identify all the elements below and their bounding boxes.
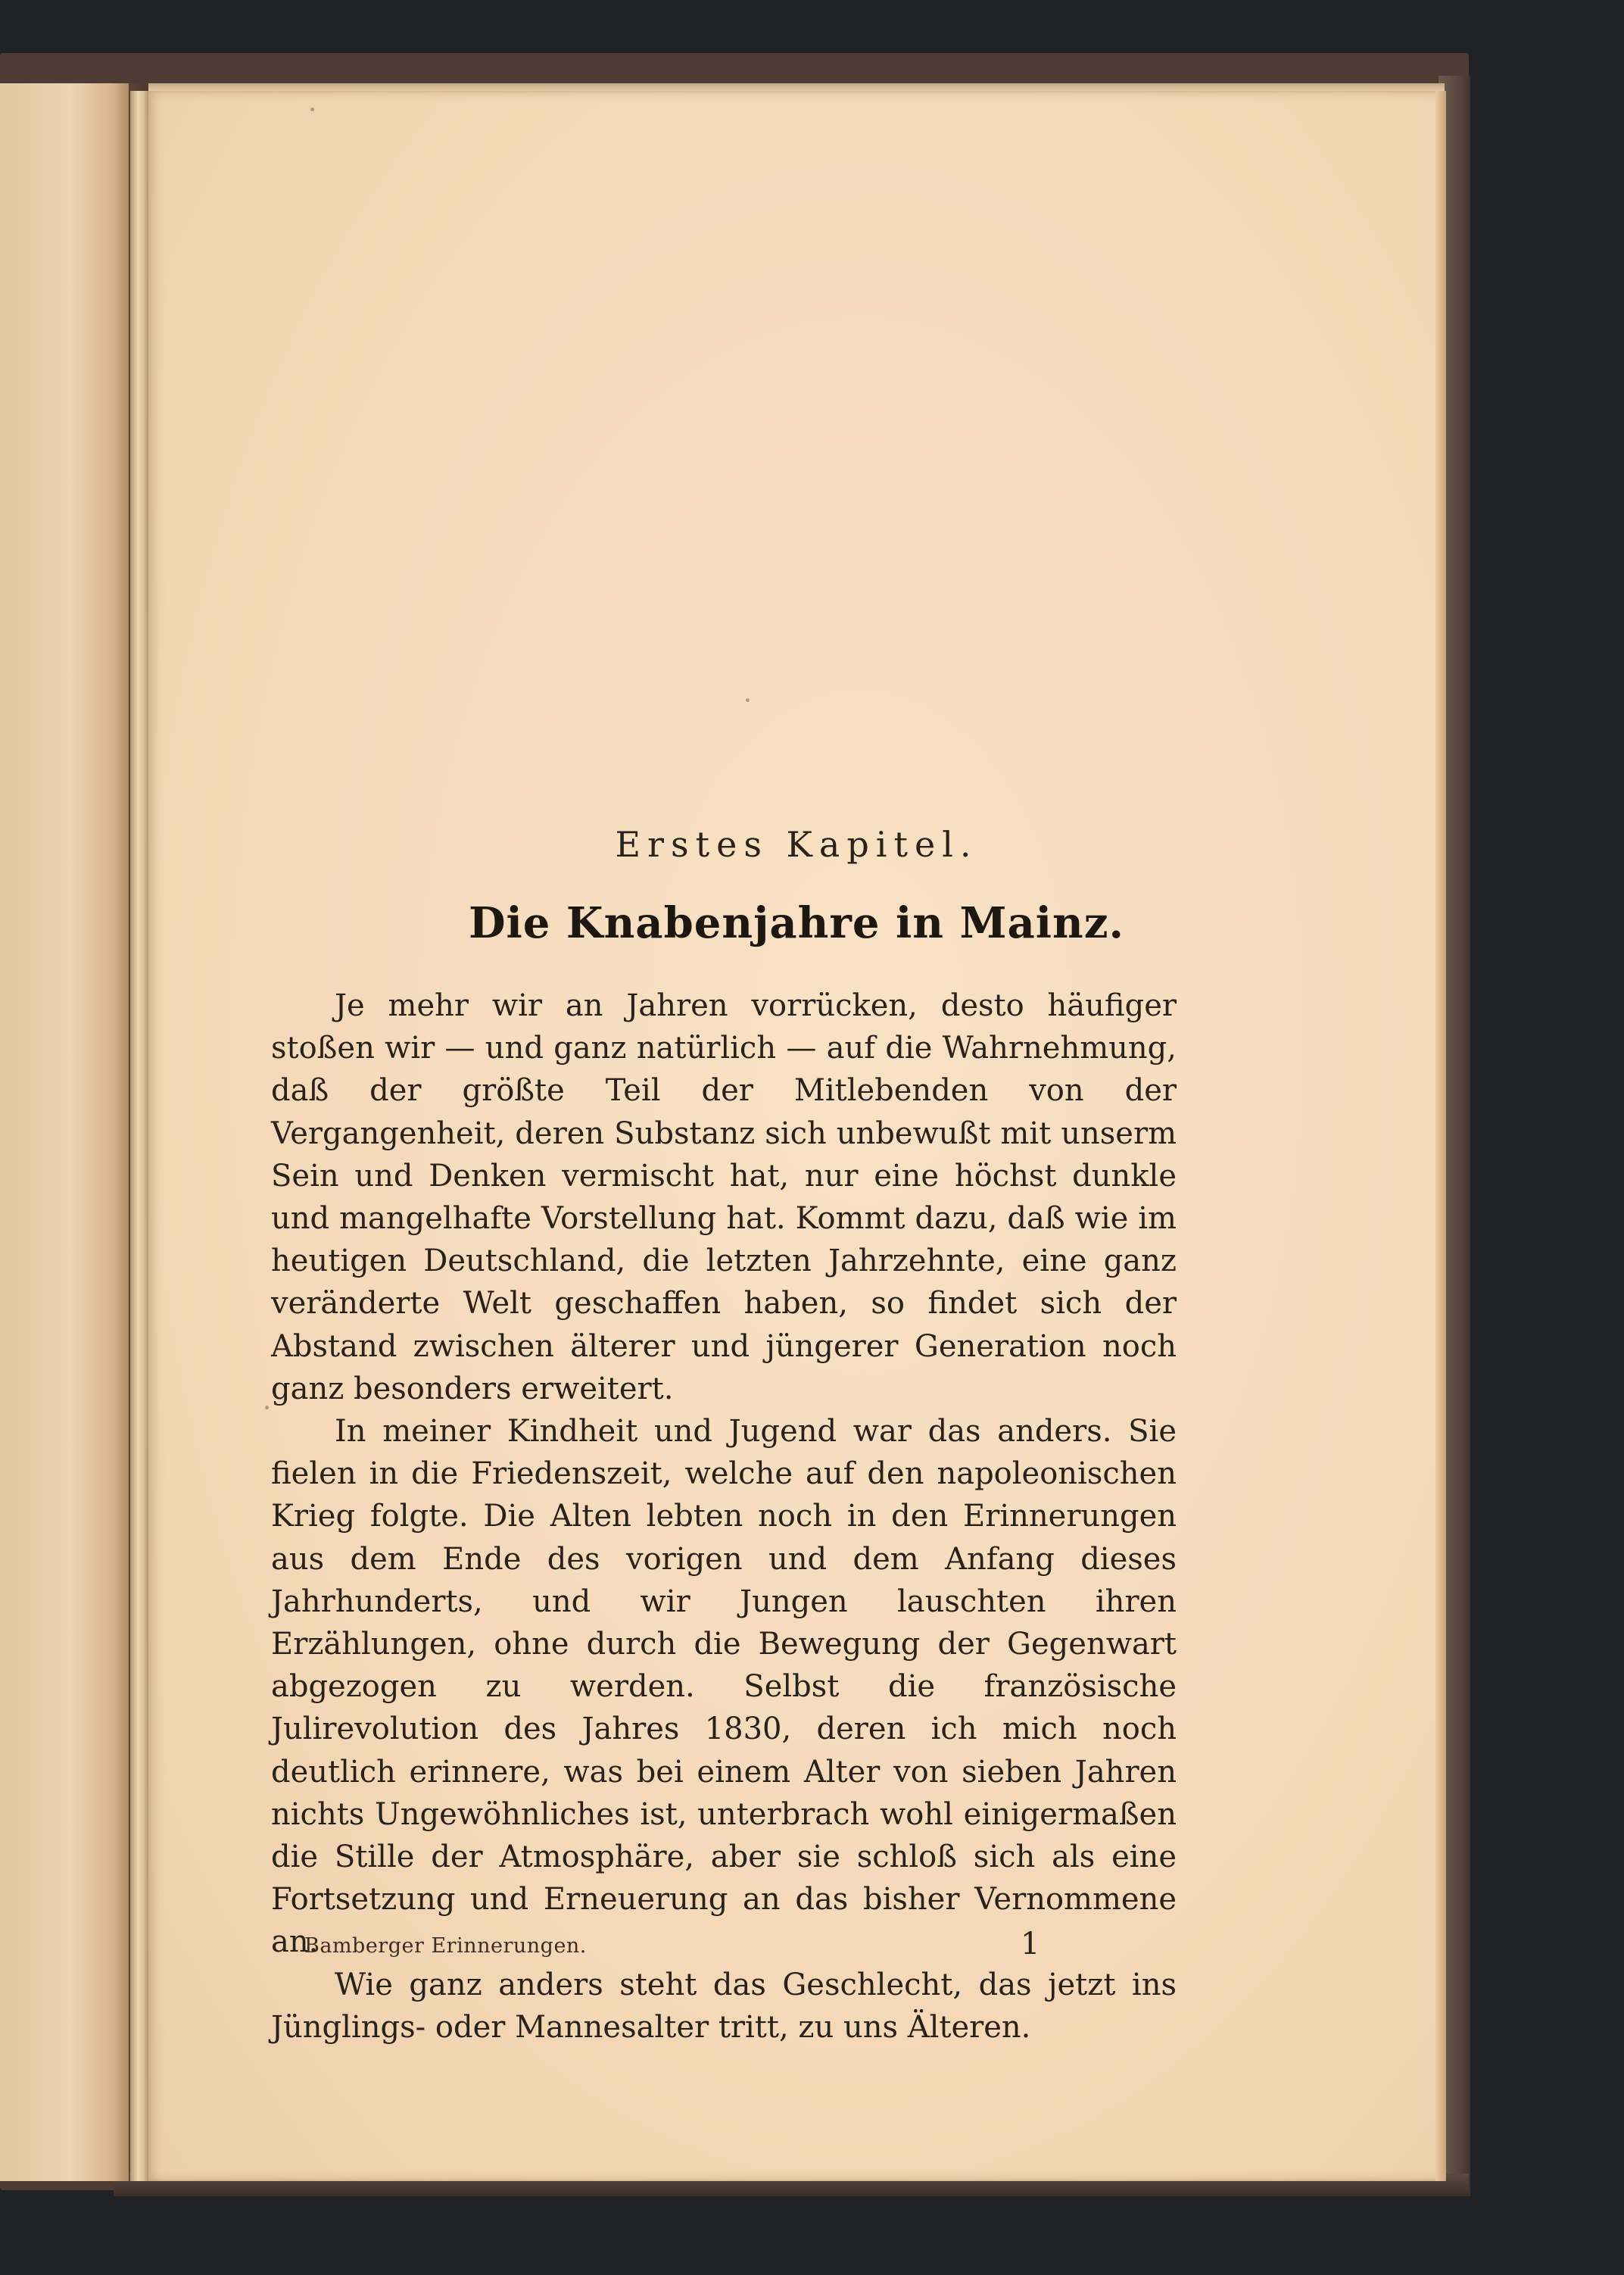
body-text: [271, 985, 1177, 2049]
footer-signature: Bamberger Erinnerungen.: [304, 1934, 587, 1958]
paper-speck: [310, 108, 314, 111]
paper-speck: [746, 698, 750, 702]
paper-speck: [265, 1406, 269, 1409]
left-page: [0, 83, 129, 2181]
chapter-label: Erstes Kapitel.: [615, 824, 978, 865]
page-fore-edge: [1435, 91, 1446, 2181]
paragraph-1: Je mehr wir an Jahren vorrücken, desto häufiger stoßen wir — und ganz natürlich — auf die Wahrnehmung, daß der größte Teil der Mitlebenden von der Vergangenheit, deren Substanz sich unbewußt mit unserm Sein und Denken vermischt hat, nur eine höchst dunkle und mangelhafte Vorstellung hat. Kommt dazu, daß wie im heutigen Deutschland, die letzten Jahrzehnte, eine ganz veränderte Welt geschaffen haben, so findet sich der Abstand zwischen älterer und jüngerer Generation noch ganz besonders erweitert.: [271, 988, 1177, 1406]
chapter-title: Die Knabenjahre in Mainz.: [468, 898, 1125, 948]
book-gutter: [130, 91, 150, 2181]
page-footer: [271, 1927, 1177, 1977]
paragraph-3: Wie ganz anders steht das Geschlecht, das jetzt ins Jünglings- oder Mannesalter tritt, zu uns Älteren.: [271, 1967, 1177, 2045]
page-number: 1: [1021, 1927, 1040, 1961]
paragraph-2: In meiner Kindheit und Jugend war das anders. Sie fielen in die Friedenszeit, welche auf den napoleonischen Krieg folgte. Die Alten lebten noch in den Erinnerungen aus dem Ende des vorigen und dem Anfang dieses Jahrhunderts, und wir Jungen lauschten ihren Erzählungen, ohne durch die Bewegung der Gegenwart abgezogen zu werden. Selbst die französische Julirevolution des Jahres 1830, deren ich mich noch deutlich erinnere, was bei einem Alter von sieben Jahren nichts Ungewöhnliches ist, unterbrach wohl einigermaßen die Stille der Atmosphäre, aber sie schloß sich als eine Fortsetzung und Erneuerung an das bisher Vernommene an.: [271, 1414, 1177, 1960]
